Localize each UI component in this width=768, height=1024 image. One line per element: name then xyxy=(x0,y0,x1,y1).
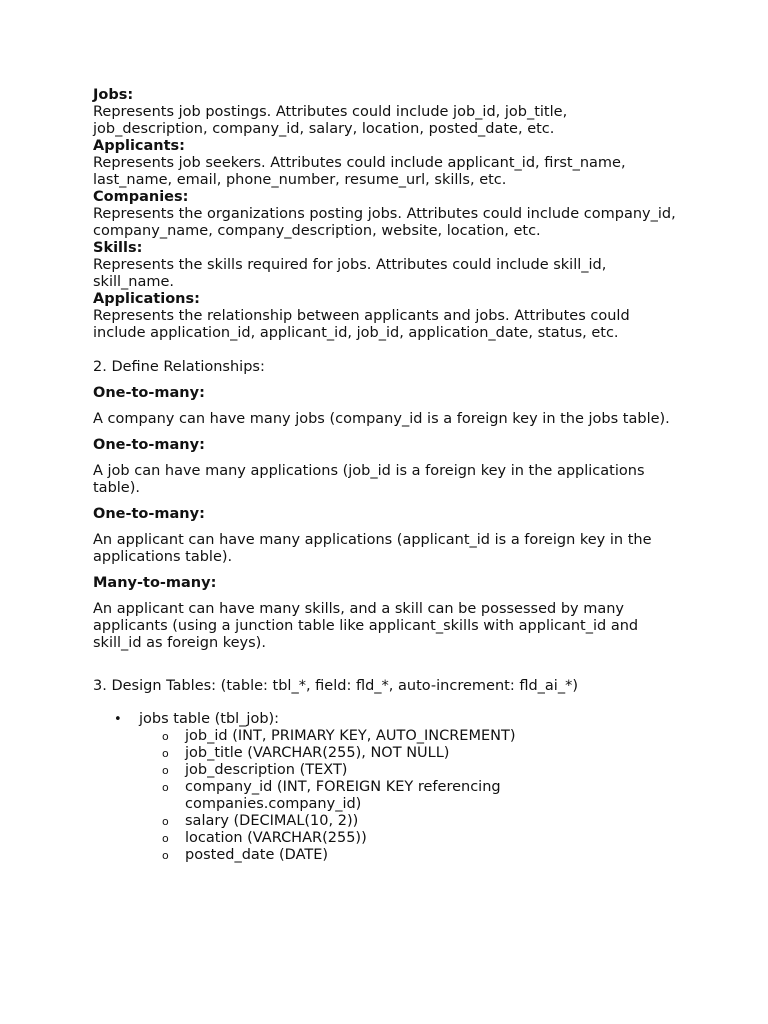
entity-description: Represents the organizations posting jobs. Attributes could include company_id, company_name, company_description, website, location, etc. xyxy=(93,206,676,239)
entity-title: Applications: xyxy=(93,291,200,307)
entity-block-skills xyxy=(93,240,683,291)
tables-list xyxy=(93,711,683,728)
entity-description: Represents the relationship between applicants and jobs. Attributes could include application_id, applicant_id, job_id, application_date, status, etc. xyxy=(93,308,630,341)
entity-description: Represents job postings. Attributes could include job_id, job_title, job_description, company_id, salary, location, posted_date, etc. xyxy=(93,104,568,137)
relationship-block xyxy=(93,385,683,428)
table-item-jobs xyxy=(93,711,683,728)
field-item: o location (VARCHAR(255)) xyxy=(139,830,545,847)
entity-block-applications xyxy=(93,291,683,342)
relationship-type: One-to-many: xyxy=(93,506,205,522)
entity-title: Jobs: xyxy=(93,87,134,103)
entity-description: Represents the skills required for jobs. Attributes could include skill_id, skill_name. xyxy=(93,257,607,290)
field-item: o salary (DECIMAL(10, 2)) xyxy=(139,813,545,830)
field-item: o job_description (TEXT) xyxy=(139,762,545,779)
field-item: o posted_date (DATE) xyxy=(139,847,545,864)
entity-block-jobs xyxy=(93,87,683,138)
field-item: o job_title (VARCHAR(255), NOT NULL) xyxy=(139,745,545,762)
relationship-block xyxy=(93,575,683,652)
relationship-type: One-to-many: xyxy=(93,385,205,401)
entity-block-applicants xyxy=(93,138,683,189)
field-item: o job_id (INT, PRIMARY KEY, AUTO_INCREMENT) xyxy=(139,728,545,745)
field-item: o company_id (INT, FOREIGN KEY referencing companies.company_id) xyxy=(139,779,545,813)
relationship-block xyxy=(93,506,683,566)
entity-title: Companies: xyxy=(93,189,189,205)
document-content xyxy=(93,87,683,864)
relationships-heading: 2. Define Relationships: xyxy=(93,359,265,375)
relationship-description: An applicant can have many skills, and a skill can be possessed by many applicants (using a junction table like applicant_skills with applicant_id and skill_id as foreign keys). xyxy=(93,601,639,651)
entity-title: Skills: xyxy=(93,240,143,256)
relationship-description: A job can have many applications (job_id is a foreign key in the applications table). xyxy=(93,463,645,496)
entity-title: Applicants: xyxy=(93,138,185,154)
relationship-description: An applicant can have many applications (applicant_id is a foreign key in the applications table). xyxy=(93,532,652,565)
table-label: jobs table (tbl_job): xyxy=(139,711,280,727)
tables-heading: 3. Design Tables: (table: tbl_*, field: fld_*, auto-increment: fld_ai_*) xyxy=(93,678,578,694)
relationship-description: A company can have many jobs (company_id is a foreign key in the jobs table). xyxy=(93,411,670,427)
entity-description: Represents job seekers. Attributes could include applicant_id, first_name, last_name, email, phone_number, resume_url, skills, etc. xyxy=(93,155,626,188)
field-list xyxy=(93,728,683,864)
relationship-type: Many-to-many: xyxy=(93,575,217,591)
relationship-block xyxy=(93,437,683,497)
entity-block-companies xyxy=(93,189,683,240)
relationship-type: One-to-many: xyxy=(93,437,205,453)
